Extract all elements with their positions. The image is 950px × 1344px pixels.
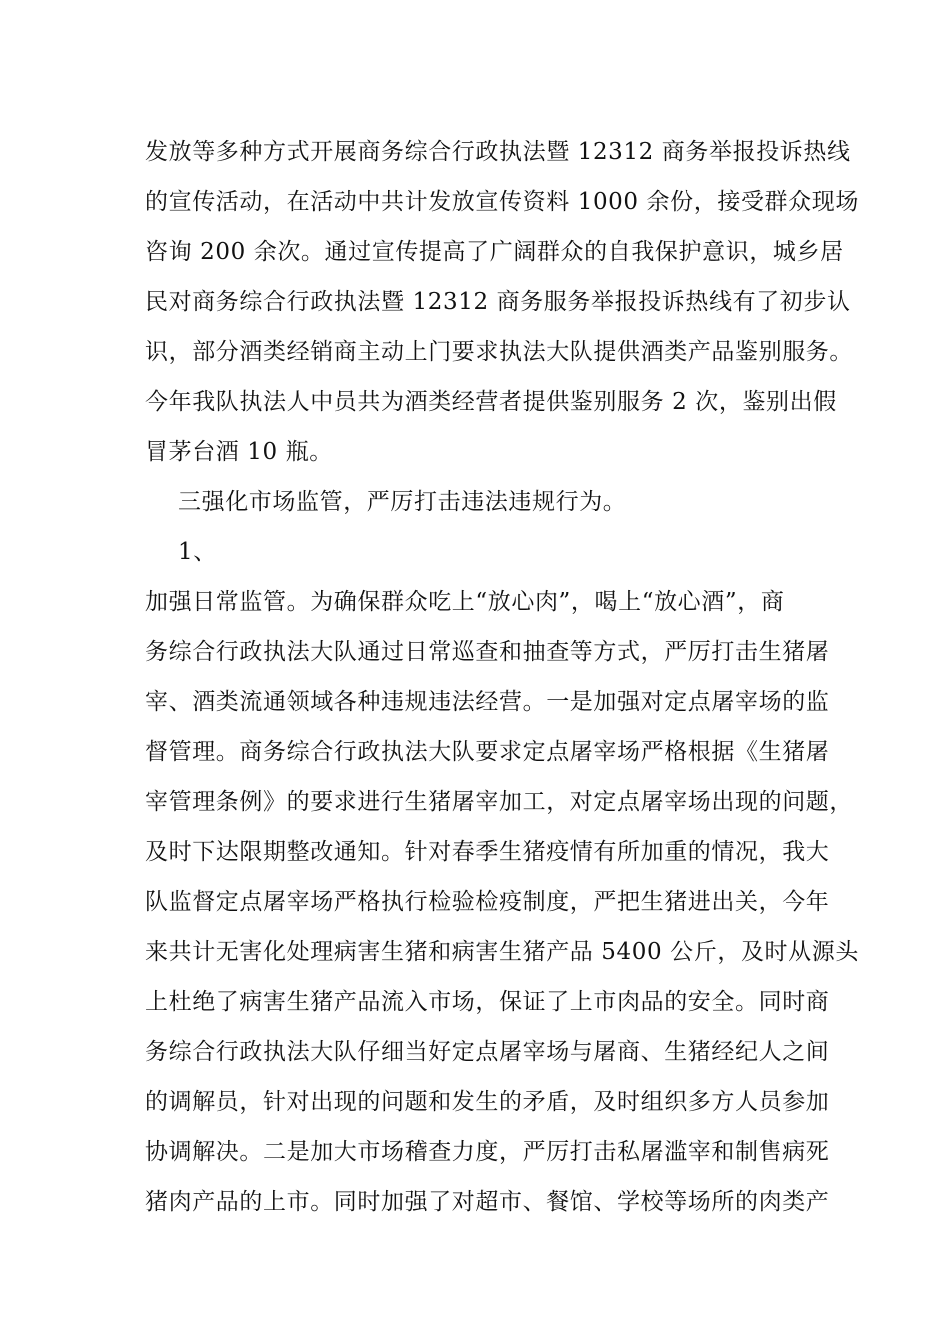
- section-heading: 三强化市场监管，严厉打击违法违规行为。: [178, 489, 627, 515]
- text-line: 猪肉产品的上市。同时加强了对超市、餐馆、学校等场所的肉类产: [145, 1189, 830, 1215]
- text-line: 协调解决。二是加大市场稽查力度，严厉打击私屠滥宰和制售病死: [145, 1139, 830, 1165]
- text-line: 今年我队执法人中员共为酒类经营者提供鉴别服务 2 次，鉴别出假: [145, 389, 837, 415]
- text-line: 督管理。商务综合行政执法大队要求定点屠宰场严格根据《生猪屠: [145, 739, 830, 765]
- text-line: 来共计无害化处理病害生猪和病害生猪产品 5400 公斤，及时从源头: [145, 939, 859, 965]
- text-line: 识，部分酒类经销商主动上门要求执法大队提供酒类产品鉴别服务。: [145, 339, 853, 365]
- text-line: 发放等多种方式开展商务综合行政执法暨 12312 商务举报投诉热线: [145, 139, 851, 165]
- text-line: 务综合行政执法大队通过日常巡查和抽查等方式，严厉打击生猪屠: [145, 639, 830, 665]
- text-line: 上杜绝了病害生猪产品流入市场，保证了上市肉品的安全。同时商: [145, 989, 830, 1015]
- text-line: 冒茅台酒 10 瓶。: [145, 439, 333, 465]
- text-line: 宰、酒类流通领域各种违规违法经营。一是加强对定点屠宰场的监: [145, 689, 830, 715]
- list-marker: 1、: [178, 539, 217, 565]
- text-line: 宰管理条例》的要求进行生猪屠宰加工，对定点屠宰场出现的问题，: [145, 789, 853, 815]
- text-line: 的调解员，针对出现的问题和发生的矛盾，及时组织多方人员参加: [145, 1089, 830, 1115]
- text-line: 及时下达限期整改通知。针对春季生猪疫情有所加重的情况，我大: [145, 839, 830, 865]
- text-line: 民对商务综合行政执法暨 12312 商务服务举报投诉热线有了初步认: [145, 289, 851, 315]
- text-line: 加强日常监管。为确保群众吃上“放心肉”，喝上“放心酒”，商: [145, 589, 785, 615]
- text-line: 务综合行政执法大队仔细当好定点屠宰场与屠商、生猪经纪人之间: [145, 1039, 830, 1065]
- text-line: 咨询 200 余次。通过宣传提高了广阔群众的自我保护意识，城乡居: [145, 239, 844, 265]
- text-line: 队监督定点屠宰场严格执行检验检疫制度，严把生猪进出关，今年: [145, 889, 830, 915]
- text-line: 的宣传活动，在活动中共计发放宣传资料 1000 余份，接受群众现场: [145, 189, 859, 215]
